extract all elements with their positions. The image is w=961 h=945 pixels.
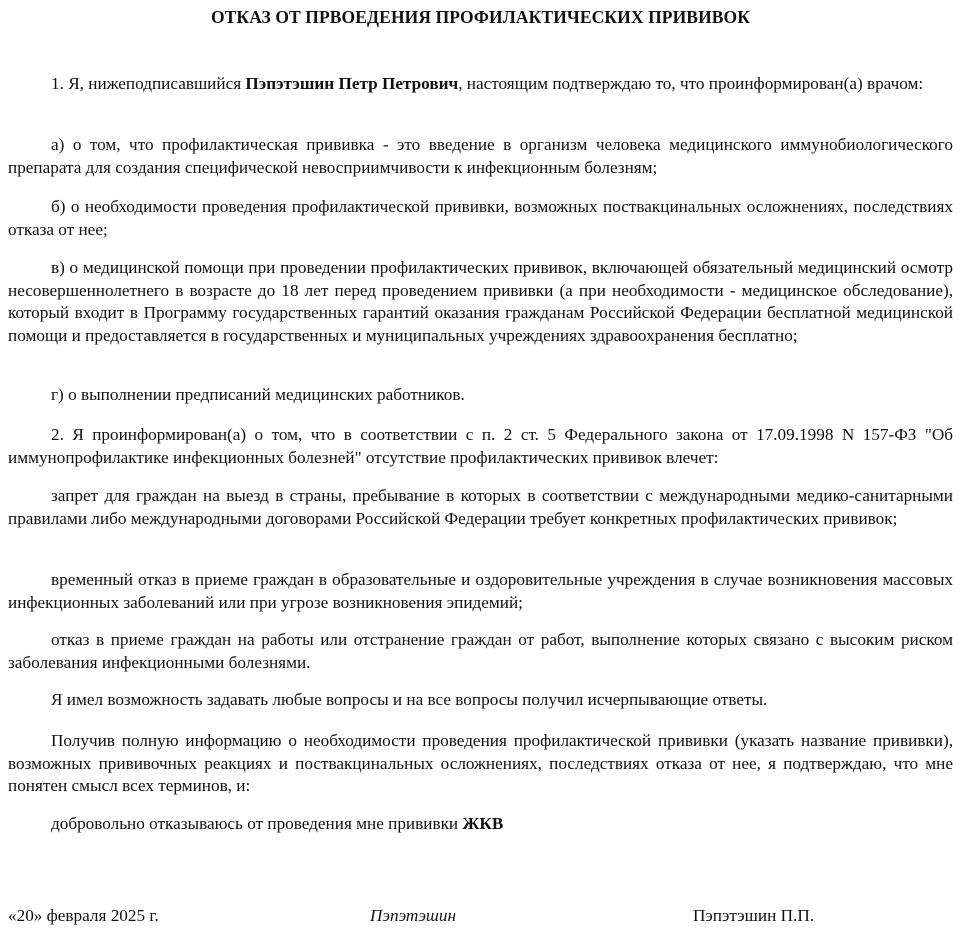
document-page bbox=[8, 0, 953, 945]
consequence-2: временный отказ в приеме граждан в образовательные и оздоровительные учреждения в случае возникновения массовых инфекционных заболеваний или при угрозе возникновения эпидемий; bbox=[8, 570, 953, 612]
consequence-3: отказ в приеме граждан на работы или отстранение граждан от работ, выполнение которых связано с высоким риском заболевания инфекционными болезнями. bbox=[8, 630, 953, 672]
paragraph-a: а) о том, что профилактическая прививка - это введение в организм человека медицинского иммунобиологического препарата для создания специфической невосприимчивости к инфекционным болезням; bbox=[8, 135, 953, 177]
watermark: ​ bbox=[294, 374, 322, 448]
refusal-text: добровольно отказываюсь от проведения мне прививки bbox=[51, 814, 463, 833]
signer-name: Пэпэтэшин П.П. bbox=[693, 906, 815, 925]
signing-date: «20» февраля 2025 г. bbox=[8, 906, 159, 925]
patient-name: Пэпэтэшин Петр Петрович bbox=[245, 74, 459, 93]
consequence-1: запрет для граждан на выезд в страны, пребывание в которых в соответствии с международными медико-санитарными правилами либо международными договорами Российской Федерации требует конкретных профилактических прививок; bbox=[8, 486, 953, 528]
paragraph-d: г) о выполнении предписаний медицинских работников. bbox=[51, 385, 465, 404]
paragraph-1 bbox=[8, 73, 953, 96]
vaccine-name: ЖКВ bbox=[462, 814, 504, 833]
paragraph-1-intro: 1. Я, нижеподписавшийся bbox=[51, 74, 246, 93]
paragraph-c: в) о медицинской помощи при проведении профилактических прививок, включающей обязательный медицинский осмотр несовершеннолетнего в возрасте до 18 лет перед проведением прививки (а при необходимости - медицинское обследование), который входит в Программу государственных гарантий оказания гражданам Российской Федерации бесплатной медицинской помощи и предоставляется в государственных и муниципальных учреждениях здравоохранения бесплатно; bbox=[8, 258, 953, 345]
paragraph-1-rest: , настоящим подтверждаю то, что проинформирован(а) врачом: bbox=[458, 74, 924, 93]
document-title: ОТКАЗ ОТ ПРВОЕДЕНИЯ ПРОФИЛАКТИЧЕСКИХ ПРИВИВОК bbox=[210, 7, 751, 27]
signature-block bbox=[8, 905, 953, 929]
signature: Пэпэтэшин bbox=[370, 906, 457, 925]
questions-paragraph: Я имел возможность задавать любые вопросы и на все вопросы получил исчерпывающие ответы. bbox=[51, 690, 768, 709]
paragraph-b: б) о необходимости проведения профилактической прививки, возможных поствакцинальных осложнениях, последствиях отказа от нее; bbox=[8, 197, 953, 239]
refusal-paragraph bbox=[8, 813, 953, 836]
paragraph-2: 2. Я проинформирован(а) о том, что в соответствии с п. 2 ст. 5 Федерального закона от 17.09.1998 N 157-ФЗ "Об иммунопрофилактике инфекционных болезней" отсутствие профилактических прививок влечет: bbox=[8, 425, 953, 467]
received-info-paragraph: Получив полную информацию о необходимости проведения профилактической прививки (указать название прививки), возможных прививочных реакциях и поствакцинальных осложнениях, последствиях отказа от нее, я подтверждаю, что мне понятен смысл всех терминов, и: bbox=[8, 731, 953, 795]
